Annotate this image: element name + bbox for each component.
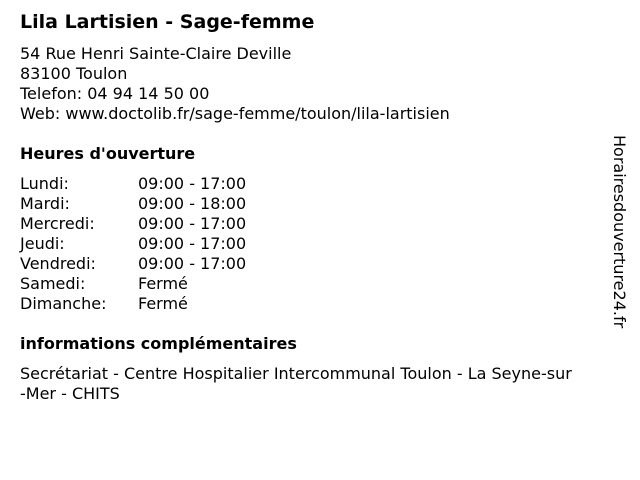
additional-info-heading: informations complémentaires — [20, 334, 297, 353]
hours-value: 09:00 - 17:00 — [138, 214, 247, 233]
additional-info-text — [20, 364, 630, 404]
day-label: Vendredi: — [20, 254, 96, 273]
page-title: Lila Lartisien - Sage-femme — [20, 11, 315, 33]
hours-value: Fermé — [138, 294, 188, 313]
street-address: 54 Rue Henri Sainte-Claire Deville — [20, 44, 292, 63]
hours-value: 09:00 - 17:00 — [138, 234, 247, 253]
phone-number: Telefon: 04 94 14 50 00 — [20, 84, 210, 103]
website-url: Web: www.doctolib.fr/sage-femme/toulon/lila-lartisien — [20, 104, 450, 123]
address-block — [20, 44, 450, 124]
hours-value: 09:00 - 18:00 — [138, 194, 247, 213]
day-label: Mercredi: — [20, 214, 95, 233]
site-watermark: Horairesdouverture24.fr — [610, 135, 629, 329]
hours-value: 09:00 - 17:00 — [138, 254, 247, 273]
hours-value: Fermé — [138, 274, 188, 293]
day-label: Mardi: — [20, 194, 70, 213]
day-label: Lundi: — [20, 174, 69, 193]
info-line-2: -Mer - CHITS — [20, 384, 120, 403]
day-label: Jeudi: — [20, 234, 65, 253]
opening-hours-heading: Heures d'ouverture — [20, 144, 196, 163]
day-label: Samedi: — [20, 274, 86, 293]
info-line-1: Secrétariat - Centre Hospitalier Intercommunal Toulon - La Seyne-sur — [20, 364, 572, 383]
hours-value: 09:00 - 17:00 — [138, 174, 247, 193]
city-postal-code: 83100 Toulon — [20, 64, 128, 83]
day-label: Dimanche: — [20, 294, 107, 313]
